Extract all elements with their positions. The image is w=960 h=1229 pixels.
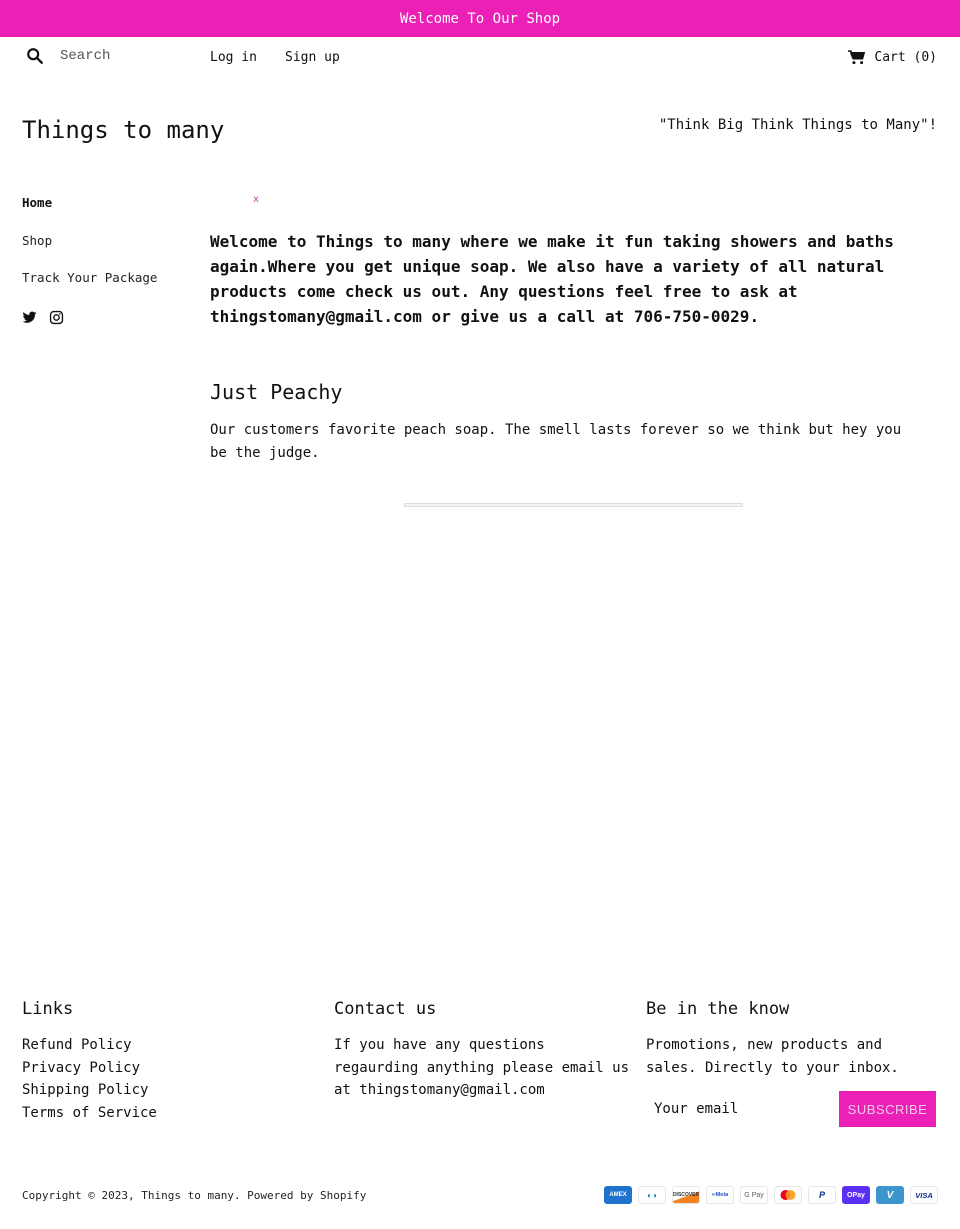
intro-text: Welcome to Things to many where we make it fun taking showers and baths again.Where you get unique soap. We also have a variety of all natural products come check us out. Any questions feel free to ask at thingstomany@gmail.com or give us a call at 706-750-0029. <box>210 232 894 326</box>
payment-icons <box>604 1186 938 1204</box>
footer-contact-heading: Contact us <box>334 999 437 1019</box>
footer-link-terms-of-service[interactable]: Terms of Service <box>22 1104 157 1121</box>
footer-link-privacy-policy[interactable]: Privacy Policy <box>22 1059 141 1076</box>
top-header <box>0 37 960 77</box>
section-text: Our customers favorite peach soap. The smell lasts forever so we think but hey you be the judge. <box>210 422 902 461</box>
newsletter-form <box>646 1091 938 1127</box>
twitter-icon[interactable] <box>22 310 37 325</box>
footer-contact-text: If you have any questions regaurding anything please email us at thingstomany@gmail.com <box>334 1037 630 1099</box>
broken-image-icon: x <box>253 194 260 205</box>
meta-pay-icon: ∞Meta <box>706 1186 734 1204</box>
announcement-text: Welcome To Our Shop <box>399 10 561 27</box>
paypal-icon: P <box>808 1186 836 1204</box>
search-form <box>26 47 190 65</box>
amex-icon: AMEX <box>604 1186 632 1204</box>
loading-bar <box>404 503 743 507</box>
site-title[interactable]: Things to many <box>22 116 225 144</box>
main-content <box>210 229 920 464</box>
social-links <box>22 310 157 325</box>
visa-icon: VISA <box>910 1186 938 1204</box>
footer-link-refund-policy[interactable]: Refund Policy <box>22 1037 132 1053</box>
instagram-icon[interactable] <box>49 310 64 325</box>
cart-link[interactable] <box>848 50 937 65</box>
footer-contact-column <box>334 998 634 1102</box>
cart-icon <box>848 50 865 65</box>
footer-newsletter-column <box>646 998 938 1127</box>
copyright-powered: . Powered by Shopify <box>233 1189 367 1202</box>
site-tagline: "Think Big Think Things to Many"! <box>658 117 937 133</box>
footer-newsletter-heading: Be in the know <box>646 999 790 1019</box>
footer-newsletter-text: Promotions, new products and sales. Directly to your inbox. <box>646 1037 899 1076</box>
sidebar-item-track-package[interactable]: Track Your Package <box>22 270 158 285</box>
footer-link-shipping-policy[interactable]: Shipping Policy <box>22 1082 149 1099</box>
cart-label: Cart (0) <box>874 50 937 65</box>
google-pay-icon: G Pay <box>740 1186 768 1204</box>
sidebar-item-shop[interactable]: Shop <box>22 232 53 248</box>
login-link[interactable]: Log in <box>210 50 257 65</box>
search-input[interactable] <box>60 48 190 64</box>
copyright-site-link[interactable]: Things to many <box>141 1189 234 1202</box>
announcement-bar <box>0 0 960 37</box>
venmo-icon: V <box>876 1186 904 1204</box>
copyright-prefix: Copyright © 2023, <box>22 1189 142 1202</box>
search-icon[interactable] <box>26 47 44 65</box>
copyright <box>22 1189 366 1202</box>
mastercard-icon <box>774 1186 802 1204</box>
footer-links-column <box>22 998 157 1124</box>
diners-club-icon: ◐◑ <box>638 1186 666 1204</box>
subscribe-button[interactable]: SUBSCRIBE <box>839 1091 936 1127</box>
sidebar-item-home[interactable]: Home <box>22 195 53 210</box>
discover-icon: DISCOVER <box>672 1186 700 1204</box>
email-input[interactable] <box>646 1091 839 1127</box>
sidebar-nav <box>22 195 157 325</box>
footer-links-heading: Links <box>22 999 74 1019</box>
shop-pay-icon: OPay <box>842 1186 870 1204</box>
section-title: Just Peachy <box>210 380 343 404</box>
signup-link[interactable]: Sign up <box>285 50 340 65</box>
